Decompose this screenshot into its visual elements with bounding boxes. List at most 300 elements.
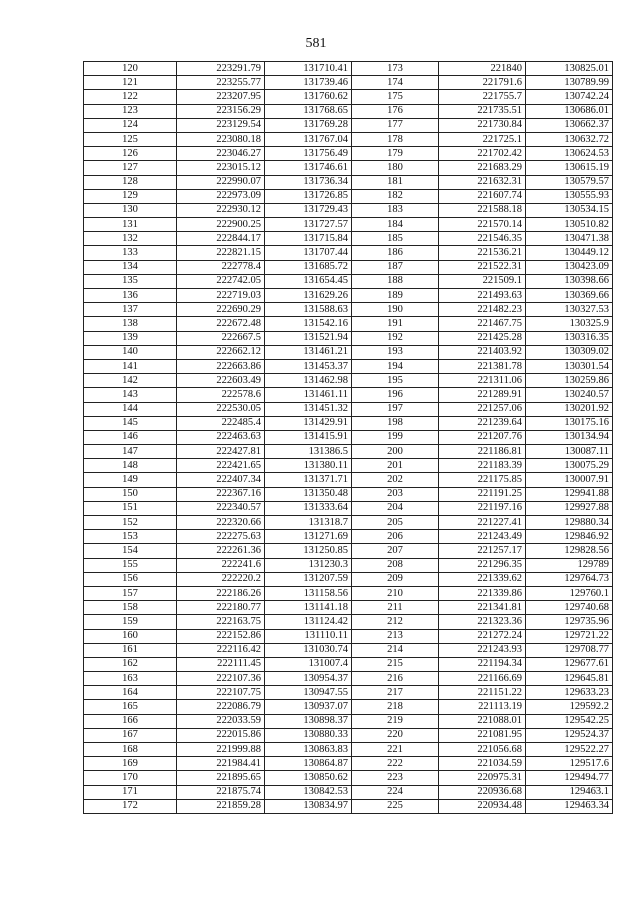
- table-row: [84, 402, 613, 416]
- table-row: [84, 274, 613, 288]
- x-coordinate-cell: 223046.27: [177, 147, 265, 161]
- x-coordinate-cell: 221859.28: [177, 799, 265, 813]
- x-coordinate-cell: 221081.95: [439, 728, 526, 742]
- y-coordinate-cell: 130398.66: [526, 274, 613, 288]
- point-number-cell: 179: [352, 147, 439, 161]
- point-number-cell: 156: [84, 572, 177, 586]
- point-number-cell: 184: [352, 218, 439, 232]
- point-number-cell: 201: [352, 459, 439, 473]
- x-coordinate-cell: 221034.59: [439, 757, 526, 771]
- table-row: [84, 374, 613, 388]
- y-coordinate-cell: 131271.69: [265, 530, 352, 544]
- point-number-cell: 217: [352, 686, 439, 700]
- point-number-cell: 128: [84, 175, 177, 189]
- x-coordinate-cell: 221984.41: [177, 757, 265, 771]
- point-number-cell: 133: [84, 246, 177, 260]
- point-number-cell: 149: [84, 473, 177, 487]
- x-coordinate-cell: 223207.95: [177, 90, 265, 104]
- x-coordinate-cell: 223291.79: [177, 62, 265, 76]
- x-coordinate-cell: 222152.86: [177, 629, 265, 643]
- point-number-cell: 121: [84, 76, 177, 90]
- table-row: [84, 473, 613, 487]
- y-coordinate-cell: 131685.72: [265, 260, 352, 274]
- table-row: [84, 487, 613, 501]
- y-coordinate-cell: 129542.25: [526, 714, 613, 728]
- point-number-cell: 205: [352, 516, 439, 530]
- x-coordinate-cell: 222900.25: [177, 218, 265, 232]
- y-coordinate-cell: 131386.5: [265, 445, 352, 459]
- point-number-cell: 169: [84, 757, 177, 771]
- x-coordinate-cell: 221570.14: [439, 218, 526, 232]
- coordinates-table-body: [84, 62, 613, 814]
- table-row: [84, 430, 613, 444]
- x-coordinate-cell: 221425.28: [439, 331, 526, 345]
- point-number-cell: 215: [352, 657, 439, 671]
- table-row: [84, 175, 613, 189]
- y-coordinate-cell: 131415.91: [265, 430, 352, 444]
- point-number-cell: 203: [352, 487, 439, 501]
- y-coordinate-cell: 130134.94: [526, 430, 613, 444]
- y-coordinate-cell: 129677.61: [526, 657, 613, 671]
- x-coordinate-cell: 222163.75: [177, 615, 265, 629]
- point-number-cell: 151: [84, 501, 177, 515]
- y-coordinate-cell: 131207.59: [265, 572, 352, 586]
- table-row: [84, 331, 613, 345]
- table-row: [84, 799, 613, 813]
- point-number-cell: 209: [352, 572, 439, 586]
- table-row: [84, 558, 613, 572]
- x-coordinate-cell: 222180.77: [177, 601, 265, 615]
- table-row: [84, 90, 613, 104]
- point-number-cell: 186: [352, 246, 439, 260]
- table-row: [84, 516, 613, 530]
- table-row: [84, 416, 613, 430]
- x-coordinate-cell: 221207.76: [439, 430, 526, 444]
- point-number-cell: 211: [352, 601, 439, 615]
- point-number-cell: 196: [352, 388, 439, 402]
- y-coordinate-cell: 130555.93: [526, 189, 613, 203]
- point-number-cell: 160: [84, 629, 177, 643]
- point-number-cell: 167: [84, 728, 177, 742]
- point-number-cell: 140: [84, 345, 177, 359]
- x-coordinate-cell: 222340.57: [177, 501, 265, 515]
- point-number-cell: 198: [352, 416, 439, 430]
- point-number-cell: 191: [352, 317, 439, 331]
- point-number-cell: 214: [352, 643, 439, 657]
- y-coordinate-cell: 129735.96: [526, 615, 613, 629]
- x-coordinate-cell: 222662.12: [177, 345, 265, 359]
- table-row: [84, 643, 613, 657]
- table-row: [84, 572, 613, 586]
- table-row: [84, 771, 613, 785]
- point-number-cell: 136: [84, 289, 177, 303]
- y-coordinate-cell: 130534.15: [526, 203, 613, 217]
- x-coordinate-cell: 222107.75: [177, 686, 265, 700]
- y-coordinate-cell: 129927.88: [526, 501, 613, 515]
- point-number-cell: 172: [84, 799, 177, 813]
- point-number-cell: 130: [84, 203, 177, 217]
- y-coordinate-cell: 130825.01: [526, 62, 613, 76]
- y-coordinate-cell: 130898.37: [265, 714, 352, 728]
- x-coordinate-cell: 221166.69: [439, 672, 526, 686]
- x-coordinate-cell: 221725.1: [439, 132, 526, 146]
- x-coordinate-cell: 222241.6: [177, 558, 265, 572]
- y-coordinate-cell: 131158.56: [265, 586, 352, 600]
- y-coordinate-cell: 130240.57: [526, 388, 613, 402]
- x-coordinate-cell: 220936.68: [439, 785, 526, 799]
- table-row: [84, 459, 613, 473]
- x-coordinate-cell: 222844.17: [177, 232, 265, 246]
- y-coordinate-cell: 131768.65: [265, 104, 352, 118]
- y-coordinate-cell: 129463.34: [526, 799, 613, 813]
- table-row: [84, 359, 613, 373]
- y-coordinate-cell: 131715.84: [265, 232, 352, 246]
- point-number-cell: 190: [352, 303, 439, 317]
- y-coordinate-cell: 130087.11: [526, 445, 613, 459]
- y-coordinate-cell: 130449.12: [526, 246, 613, 260]
- y-coordinate-cell: 130624.53: [526, 147, 613, 161]
- table-row: [84, 686, 613, 700]
- point-number-cell: 206: [352, 530, 439, 544]
- point-number-cell: 131: [84, 218, 177, 232]
- x-coordinate-cell: 221546.35: [439, 232, 526, 246]
- x-coordinate-cell: 223129.54: [177, 118, 265, 132]
- y-coordinate-cell: 131110.11: [265, 629, 352, 643]
- x-coordinate-cell: 221197.16: [439, 501, 526, 515]
- x-coordinate-cell: 221186.81: [439, 445, 526, 459]
- table-row: [84, 118, 613, 132]
- x-coordinate-cell: 221239.64: [439, 416, 526, 430]
- y-coordinate-cell: 130369.66: [526, 289, 613, 303]
- y-coordinate-cell: 131756.49: [265, 147, 352, 161]
- x-coordinate-cell: 222107.36: [177, 672, 265, 686]
- x-coordinate-cell: 222742.05: [177, 274, 265, 288]
- x-coordinate-cell: 221323.36: [439, 615, 526, 629]
- table-row: [84, 203, 613, 217]
- x-coordinate-cell: 222530.05: [177, 402, 265, 416]
- x-coordinate-cell: 221381.78: [439, 359, 526, 373]
- point-number-cell: 129: [84, 189, 177, 203]
- table-row: [84, 700, 613, 714]
- point-number-cell: 197: [352, 402, 439, 416]
- point-number-cell: 148: [84, 459, 177, 473]
- x-coordinate-cell: 222427.81: [177, 445, 265, 459]
- y-coordinate-cell: 130201.92: [526, 402, 613, 416]
- point-number-cell: 188: [352, 274, 439, 288]
- y-coordinate-cell: 131746.61: [265, 161, 352, 175]
- point-number-cell: 150: [84, 487, 177, 501]
- y-coordinate-cell: 131521.94: [265, 331, 352, 345]
- point-number-cell: 139: [84, 331, 177, 345]
- x-coordinate-cell: 222275.63: [177, 530, 265, 544]
- point-number-cell: 168: [84, 743, 177, 757]
- x-coordinate-cell: 222672.48: [177, 317, 265, 331]
- x-coordinate-cell: 223015.12: [177, 161, 265, 175]
- x-coordinate-cell: 221056.68: [439, 743, 526, 757]
- y-coordinate-cell: 131726.85: [265, 189, 352, 203]
- point-number-cell: 142: [84, 374, 177, 388]
- y-coordinate-cell: 130662.37: [526, 118, 613, 132]
- point-number-cell: 199: [352, 430, 439, 444]
- y-coordinate-cell: 130863.83: [265, 743, 352, 757]
- y-coordinate-cell: 129740.68: [526, 601, 613, 615]
- table-row: [84, 672, 613, 686]
- y-coordinate-cell: 131767.04: [265, 132, 352, 146]
- point-number-cell: 213: [352, 629, 439, 643]
- x-coordinate-cell: 220934.48: [439, 799, 526, 813]
- point-number-cell: 176: [352, 104, 439, 118]
- table-row: [84, 147, 613, 161]
- y-coordinate-cell: 129517.6: [526, 757, 613, 771]
- table-row: [84, 757, 613, 771]
- point-number-cell: 158: [84, 601, 177, 615]
- y-coordinate-cell: 130632.72: [526, 132, 613, 146]
- y-coordinate-cell: 131462.98: [265, 374, 352, 388]
- x-coordinate-cell: 221536.21: [439, 246, 526, 260]
- y-coordinate-cell: 131736.34: [265, 175, 352, 189]
- point-number-cell: 212: [352, 615, 439, 629]
- x-coordinate-cell: 222719.03: [177, 289, 265, 303]
- point-number-cell: 137: [84, 303, 177, 317]
- table-row: [84, 289, 613, 303]
- point-number-cell: 223: [352, 771, 439, 785]
- x-coordinate-cell: 222663.86: [177, 359, 265, 373]
- point-number-cell: 180: [352, 161, 439, 175]
- table-row: [84, 317, 613, 331]
- point-number-cell: 120: [84, 62, 177, 76]
- y-coordinate-cell: 129463.1: [526, 785, 613, 799]
- point-number-cell: 210: [352, 586, 439, 600]
- x-coordinate-cell: 221339.62: [439, 572, 526, 586]
- point-number-cell: 204: [352, 501, 439, 515]
- y-coordinate-cell: 130259.86: [526, 374, 613, 388]
- table-row: [84, 161, 613, 175]
- y-coordinate-cell: 131760.62: [265, 90, 352, 104]
- table-row: [84, 388, 613, 402]
- point-number-cell: 194: [352, 359, 439, 373]
- table-row: [84, 530, 613, 544]
- y-coordinate-cell: 130327.53: [526, 303, 613, 317]
- table-row: [84, 303, 613, 317]
- x-coordinate-cell: 221088.01: [439, 714, 526, 728]
- point-number-cell: 182: [352, 189, 439, 203]
- x-coordinate-cell: 221151.22: [439, 686, 526, 700]
- y-coordinate-cell: 130423.09: [526, 260, 613, 274]
- point-number-cell: 125: [84, 132, 177, 146]
- x-coordinate-cell: 221467.75: [439, 317, 526, 331]
- y-coordinate-cell: 131333.64: [265, 501, 352, 515]
- x-coordinate-cell: 222463.63: [177, 430, 265, 444]
- y-coordinate-cell: 129592.2: [526, 700, 613, 714]
- y-coordinate-cell: 130316.35: [526, 331, 613, 345]
- x-coordinate-cell: 221403.92: [439, 345, 526, 359]
- point-number-cell: 147: [84, 445, 177, 459]
- y-coordinate-cell: 130880.33: [265, 728, 352, 742]
- table-row: [84, 132, 613, 146]
- x-coordinate-cell: 222186.26: [177, 586, 265, 600]
- x-coordinate-cell: 221339.86: [439, 586, 526, 600]
- table-row: [84, 714, 613, 728]
- point-number-cell: 154: [84, 544, 177, 558]
- x-coordinate-cell: 221272.24: [439, 629, 526, 643]
- y-coordinate-cell: 130579.57: [526, 175, 613, 189]
- x-coordinate-cell: 221755.7: [439, 90, 526, 104]
- point-number-cell: 157: [84, 586, 177, 600]
- point-number-cell: 165: [84, 700, 177, 714]
- x-coordinate-cell: 222407.34: [177, 473, 265, 487]
- y-coordinate-cell: 131461.11: [265, 388, 352, 402]
- point-number-cell: 127: [84, 161, 177, 175]
- point-number-cell: 161: [84, 643, 177, 657]
- table-row: [84, 728, 613, 742]
- x-coordinate-cell: 223156.29: [177, 104, 265, 118]
- coordinates-table: [83, 61, 613, 814]
- table-row: [84, 218, 613, 232]
- y-coordinate-cell: 131141.18: [265, 601, 352, 615]
- point-number-cell: 192: [352, 331, 439, 345]
- x-coordinate-cell: 221683.29: [439, 161, 526, 175]
- point-number-cell: 174: [352, 76, 439, 90]
- x-coordinate-cell: 222421.65: [177, 459, 265, 473]
- y-coordinate-cell: 130471.38: [526, 232, 613, 246]
- point-number-cell: 216: [352, 672, 439, 686]
- y-coordinate-cell: 130834.97: [265, 799, 352, 813]
- point-number-cell: 141: [84, 359, 177, 373]
- y-coordinate-cell: 131727.57: [265, 218, 352, 232]
- y-coordinate-cell: 131451.32: [265, 402, 352, 416]
- y-coordinate-cell: 130325.9: [526, 317, 613, 331]
- x-coordinate-cell: 221243.93: [439, 643, 526, 657]
- x-coordinate-cell: 222086.79: [177, 700, 265, 714]
- x-coordinate-cell: 222778.4: [177, 260, 265, 274]
- y-coordinate-cell: 130510.82: [526, 218, 613, 232]
- y-coordinate-cell: 131380.11: [265, 459, 352, 473]
- y-coordinate-cell: 129846.92: [526, 530, 613, 544]
- point-number-cell: 170: [84, 771, 177, 785]
- y-coordinate-cell: 131654.45: [265, 274, 352, 288]
- x-coordinate-cell: 222667.5: [177, 331, 265, 345]
- table-row: [84, 586, 613, 600]
- y-coordinate-cell: 131250.85: [265, 544, 352, 558]
- y-coordinate-cell: 130007.91: [526, 473, 613, 487]
- x-coordinate-cell: 221588.18: [439, 203, 526, 217]
- x-coordinate-cell: 222690.29: [177, 303, 265, 317]
- x-coordinate-cell: 221175.85: [439, 473, 526, 487]
- y-coordinate-cell: 131318.7: [265, 516, 352, 530]
- x-coordinate-cell: 222930.12: [177, 203, 265, 217]
- point-number-cell: 222: [352, 757, 439, 771]
- point-number-cell: 143: [84, 388, 177, 402]
- x-coordinate-cell: 222603.49: [177, 374, 265, 388]
- point-number-cell: 144: [84, 402, 177, 416]
- x-coordinate-cell: 222116.42: [177, 643, 265, 657]
- y-coordinate-cell: 130615.19: [526, 161, 613, 175]
- x-coordinate-cell: 221632.31: [439, 175, 526, 189]
- y-coordinate-cell: 129789: [526, 558, 613, 572]
- table-row: [84, 62, 613, 76]
- y-coordinate-cell: 130864.87: [265, 757, 352, 771]
- x-coordinate-cell: 221791.6: [439, 76, 526, 90]
- point-number-cell: 200: [352, 445, 439, 459]
- point-number-cell: 124: [84, 118, 177, 132]
- x-coordinate-cell: 221243.49: [439, 530, 526, 544]
- y-coordinate-cell: 129708.77: [526, 643, 613, 657]
- point-number-cell: 164: [84, 686, 177, 700]
- x-coordinate-cell: 221735.51: [439, 104, 526, 118]
- y-coordinate-cell: 131429.91: [265, 416, 352, 430]
- y-coordinate-cell: 130686.01: [526, 104, 613, 118]
- point-number-cell: 132: [84, 232, 177, 246]
- y-coordinate-cell: 131007.4: [265, 657, 352, 671]
- y-coordinate-cell: 130789.99: [526, 76, 613, 90]
- point-number-cell: 162: [84, 657, 177, 671]
- y-coordinate-cell: 131461.21: [265, 345, 352, 359]
- x-coordinate-cell: 221311.06: [439, 374, 526, 388]
- point-number-cell: 171: [84, 785, 177, 799]
- y-coordinate-cell: 131453.37: [265, 359, 352, 373]
- y-coordinate-cell: 130947.55: [265, 686, 352, 700]
- table-row: [84, 104, 613, 118]
- x-coordinate-cell: 221509.1: [439, 274, 526, 288]
- y-coordinate-cell: 131350.48: [265, 487, 352, 501]
- x-coordinate-cell: 221257.17: [439, 544, 526, 558]
- x-coordinate-cell: 223080.18: [177, 132, 265, 146]
- y-coordinate-cell: 129524.37: [526, 728, 613, 742]
- x-coordinate-cell: 221493.63: [439, 289, 526, 303]
- x-coordinate-cell: 221607.74: [439, 189, 526, 203]
- page-number: 581: [305, 36, 327, 51]
- x-coordinate-cell: 222990.07: [177, 175, 265, 189]
- table-row: [84, 785, 613, 799]
- y-coordinate-cell: 129522.27: [526, 743, 613, 757]
- point-number-cell: 146: [84, 430, 177, 444]
- x-coordinate-cell: 220975.31: [439, 771, 526, 785]
- table-row: [84, 501, 613, 515]
- y-coordinate-cell: 130937.07: [265, 700, 352, 714]
- point-number-cell: 122: [84, 90, 177, 104]
- table-row: [84, 189, 613, 203]
- point-number-cell: 195: [352, 374, 439, 388]
- y-coordinate-cell: 129828.56: [526, 544, 613, 558]
- x-coordinate-cell: 222973.09: [177, 189, 265, 203]
- y-coordinate-cell: 130309.02: [526, 345, 613, 359]
- point-number-cell: 155: [84, 558, 177, 572]
- y-coordinate-cell: 131729.43: [265, 203, 352, 217]
- table-row: [84, 601, 613, 615]
- point-number-cell: 207: [352, 544, 439, 558]
- point-number-cell: 123: [84, 104, 177, 118]
- x-coordinate-cell: 221191.25: [439, 487, 526, 501]
- point-number-cell: 187: [352, 260, 439, 274]
- x-coordinate-cell: 222320.66: [177, 516, 265, 530]
- point-number-cell: 193: [352, 345, 439, 359]
- x-coordinate-cell: 222220.2: [177, 572, 265, 586]
- x-coordinate-cell: 222015.86: [177, 728, 265, 742]
- y-coordinate-cell: 131739.46: [265, 76, 352, 90]
- x-coordinate-cell: 222261.36: [177, 544, 265, 558]
- point-number-cell: 135: [84, 274, 177, 288]
- table-row: [84, 260, 613, 274]
- x-coordinate-cell: 221702.42: [439, 147, 526, 161]
- table-row: [84, 615, 613, 629]
- point-number-cell: 159: [84, 615, 177, 629]
- x-coordinate-cell: 222367.16: [177, 487, 265, 501]
- point-number-cell: 185: [352, 232, 439, 246]
- y-coordinate-cell: 131371.71: [265, 473, 352, 487]
- y-coordinate-cell: 130954.37: [265, 672, 352, 686]
- y-coordinate-cell: 131124.42: [265, 615, 352, 629]
- point-number-cell: 225: [352, 799, 439, 813]
